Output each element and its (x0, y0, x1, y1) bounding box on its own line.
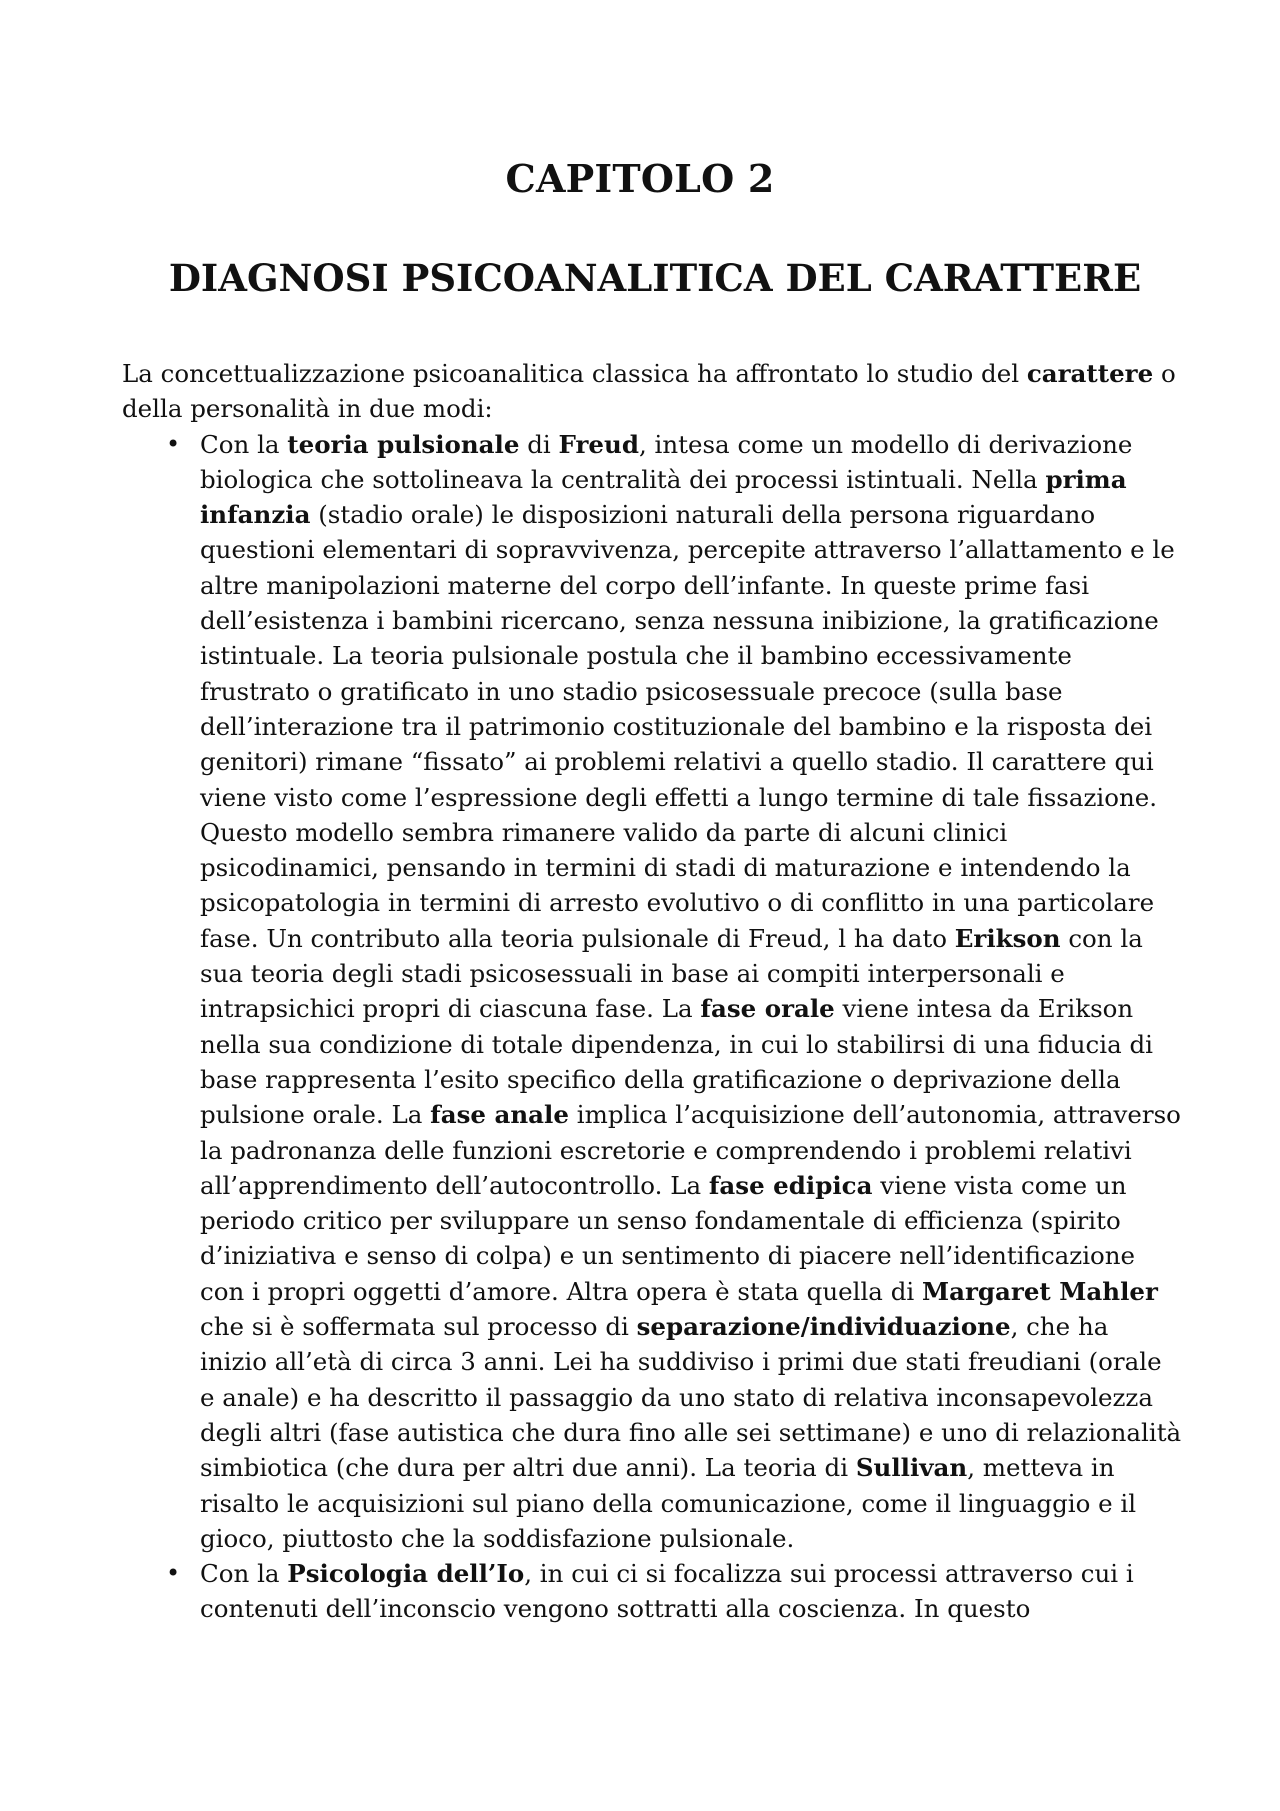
text-run: implica l’acquisizione dell’autonomia, attraverso la padronanza delle funzioni escretorie e comprendendo i problemi relativi all’apprendimento dell’autocontrollo. La (200, 1100, 1181, 1200)
text-run: viene intesa da Erikson nella sua condizione di totale dipendenza, in cui lo stabilirsi di una fiducia di base rappresenta l’esito specifico della gratificazione o deprivazione della pulsione orale. La (200, 994, 1153, 1130)
text-run: Con la (200, 429, 288, 459)
chapter-number: CAPITOLO 2 (505, 156, 775, 201)
chapter-title: DIAGNOSI PSICOANALITICA DEL CARATTERE (168, 256, 1142, 300)
text-run: , che ha inizio all’età di circa 3 anni. Lei ha suddiviso i primi due stati freudiani (orale e anale) e ha descritto il passaggio da uno stato di relativa inconsapevolezza degli altri (fase autistica che dura fino alle sei settimane) e uno di relazionalità simbiotica (che dura per altri due anni). La teoria di (200, 1312, 1182, 1483)
bold-term: Psicologia dell’Io (287, 1559, 525, 1589)
text-run: di (519, 429, 559, 459)
bullet-list (122, 427, 1182, 1627)
text-run: (stadio orale) le disposizioni naturali della persona riguardano questioni elementari di sopravvivenza, percepite attraverso l’allattamento e le altre manipolazioni materne del corpo dell’infante. In queste prime fasi dell’esistenza i bambini ricercano, senza nessuna inibizione, la gratificazione istintuale. La teoria pulsionale postula che il bambino eccessivamente frustrato o gratificato in uno stadio psicosessuale precoce (sulla base dell’interazione tra il patrimonio costituzionale del bambino e la risposta dei genitori) rimane “fissato” ai problemi relativi a quello stadio. Il carattere qui viene visto come l’espressione degli effetti a lungo termine di tale fissazione. Questo modello sembra rimanere valido da parte di alcuni clinici psicodinamici, pensando in termini di stadi di maturazione e intendendo la psicopatologia in termini di arresto evolutivo o di conflitto in una particolare fase. Un contributo alla teoria pulsionale di Freud, l ha dato (200, 500, 1175, 953)
bold-term: Sullivan (855, 1453, 968, 1483)
bold-term: fase edipica (708, 1170, 873, 1200)
bold-term: separazione/individuazione (636, 1312, 1011, 1342)
text-run: viene vista come un periodo critico per sviluppare un senso fondamentale di efficienza (spirito d’iniziativa e senso di colpa) e un sentimento di piacere nell’identificazione con i propri oggetti d’amore. Altra opera è stata quella di (200, 1170, 1136, 1306)
bold-term: Erikson (954, 923, 1061, 953)
bold-term-carattere: carattere (1026, 359, 1154, 388)
bold-term: teoria pulsionale (287, 429, 520, 459)
bullet-icon: • (166, 1559, 181, 1588)
intro-paragraph (122, 356, 1182, 427)
bullet-icon: • (166, 429, 181, 458)
text-run: , metteva in risalto le acquisizioni sul piano della comunicazione, come il linguaggio e il gioco, piuttosto che la soddisfazione pulsionale. (200, 1453, 1137, 1553)
bold-term: Margaret Mahler (922, 1276, 1158, 1306)
text-run: o della personalità in due modi: (122, 359, 1176, 424)
list-item (122, 1556, 1182, 1627)
text-run: , in cui ci si focalizza sui processi attraverso cui i contenuti dell’inconscio vengono sottratti alla coscienza. In questo (200, 1559, 1134, 1624)
text-run: La concettualizzazione psicoanalitica classica ha affrontato lo studio del (122, 359, 1027, 388)
text-run: con la sua teoria degli stadi psicosessuali in base ai compiti interpersonali e intrapsichici propri di ciascuna fase. La (200, 923, 1143, 1024)
bold-term: fase orale (700, 994, 835, 1024)
text-run: Con la (200, 1559, 288, 1589)
bold-term: Freud (558, 429, 639, 459)
list-item (122, 427, 1182, 1557)
document-body (122, 356, 1182, 1627)
text-run: che si è soffermata sul processo di (200, 1312, 637, 1342)
bold-term: prima infanzia (200, 464, 1127, 530)
bold-term: fase anale (430, 1100, 569, 1130)
text-run: , intesa come un modello di derivazione biologica che sottolineava la centralità dei processi istintuali. Nella (200, 429, 1133, 494)
